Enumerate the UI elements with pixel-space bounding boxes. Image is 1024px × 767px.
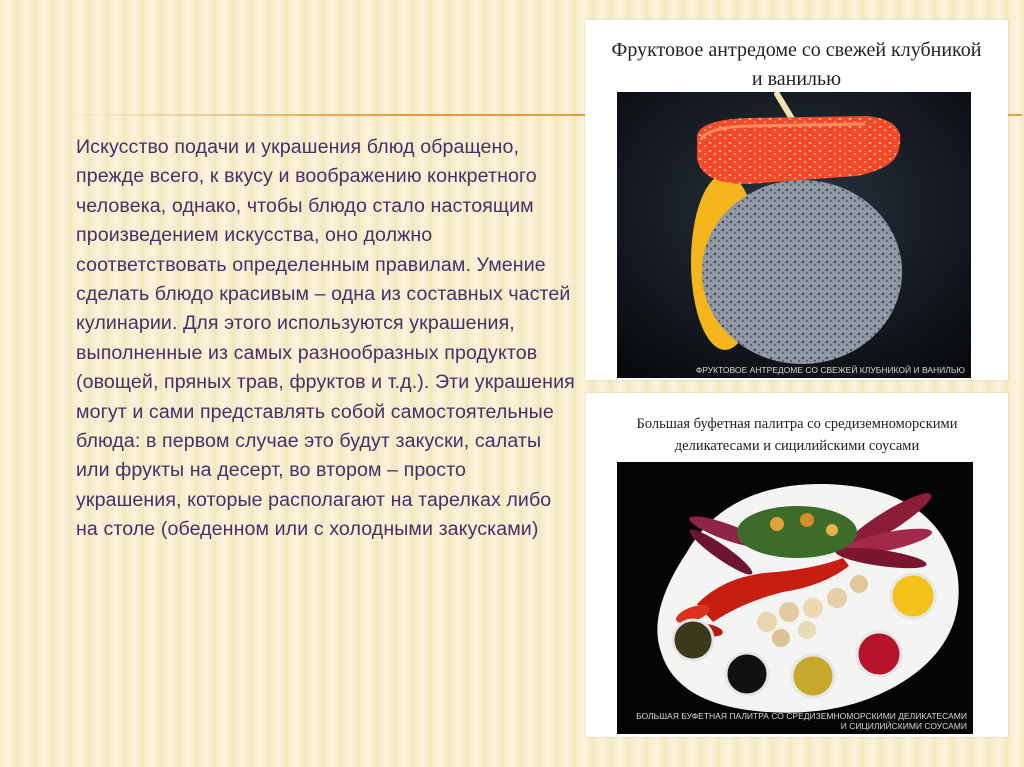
dessert-photo <box>617 92 971 378</box>
image-card-dessert <box>585 20 1008 380</box>
dumpling <box>757 612 777 632</box>
sauce-cup-yellow <box>891 574 935 618</box>
caption-line-2: И СИЦИЛИЙСКИМИ СОУСАМИ <box>840 721 967 731</box>
dumpling <box>772 629 790 647</box>
palette-photo <box>617 462 973 734</box>
sauce-cup-red <box>857 632 901 676</box>
image-caption-palette <box>636 711 967 731</box>
herb-pile <box>737 506 857 558</box>
image-caption-dessert: ФРУКТОВОЕ АНТРЕДОМЕ СО СВЕЖЕЙ КЛУБНИКОЙ И ВАНИЛЬЮ <box>695 365 965 375</box>
image-card-palette <box>586 393 1008 737</box>
sauce-cup-amber <box>792 655 834 697</box>
caption-line-1: БОЛЬШАЯ БУФЕТНАЯ ПАЛИТРА СО СРЕДИЗЕМНОМОРСКИМИ ДЕЛИКАТЕСАМИ <box>636 711 967 721</box>
shrimp <box>770 517 784 531</box>
dumpling <box>803 598 823 618</box>
body-paragraph: Искусство подачи и украшения блюд обращено, прежде всего, к вкусу и воображению конкретного человека, однако, чтобы блюдо стало настоящим произведением искусства, оно должно соответствовать определенным правилам. Умение сделать блюдо красивым – одна из составных частей кулинарии. Для этого используются украшения, выполненные из самых разнообразных продуктов (овощей, пряных трав, фруктов и т.д.). Эти украшения могут и сами представлять собой самостоятельные блюда: в первом случае это будут закуски, салаты или фрукты на десерт, во втором – просто украшения, которые располагают на тарелках либо на столе (обеденном или с холодными закусками) <box>76 136 575 541</box>
image-title-dessert: Фруктовое антредоме со свежей клубникой и ванилью <box>611 39 982 90</box>
sauce-cup-olive <box>673 620 713 660</box>
shrimp <box>800 513 814 527</box>
dumpling <box>798 621 816 639</box>
dumpling <box>779 602 799 622</box>
sponge-cake <box>702 180 902 364</box>
image-title-palette: Большая буфетная палитра со средиземноморскими деликатесами и сицилийскими соусами <box>636 416 958 454</box>
shrimp <box>826 524 838 536</box>
palette-illustration <box>617 462 973 734</box>
dumpling <box>827 588 847 608</box>
dumpling <box>850 575 868 593</box>
dessert-illustration <box>617 92 971 378</box>
sauce-cup-black <box>726 653 768 695</box>
